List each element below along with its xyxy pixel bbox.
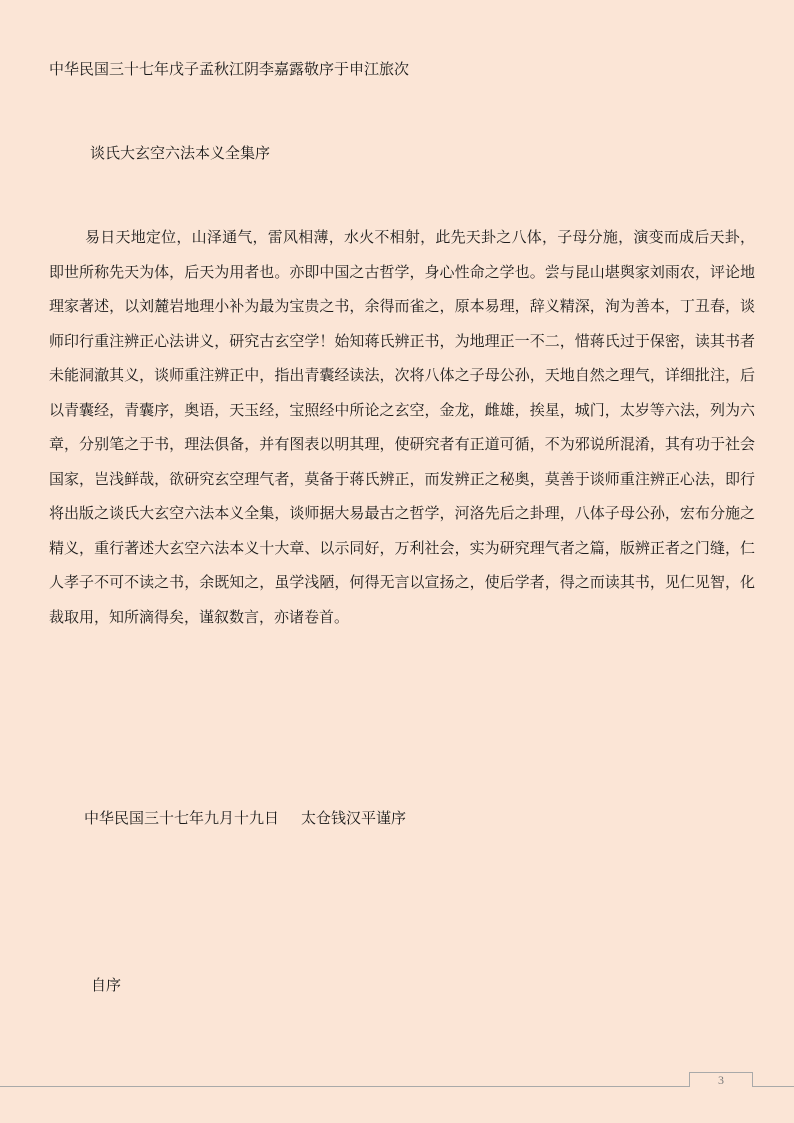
page-number: 3: [689, 1072, 753, 1087]
header-line: 中华民国三十七年戊子孟秋江阴李嘉露敬序于申江旅次: [49, 60, 410, 78]
signature-author: 太仓钱汉平谨序: [301, 809, 407, 827]
section-title: 谈氏大玄空六法本义全集序: [90, 144, 271, 162]
body-paragraph: 易日天地定位，山泽通气，雷风相薄，水火不相射，此先天卦之八体，子母分施，演变而成后天卦，即世所称先天为体，后天为用者也。亦即中国之古哲学，身心性命之学也。尝与昆山堪舆家刘雨农，评论地理家著述，以刘麓岩地理小补为最为宝贵之书，余得而雀之，原本易理，辞义精深，洵为善本，丁丑春，谈师印行重注辨正心法讲义，研究古玄空学！始知蒋氏辨正书，为地理正一不二，惜蒋氏过于保密，读其书者未能洞澈其义，谈师重注辨正中，指出青囊经读法，次将八体之子母公孙，天地自然之理气，详细批注，后以青囊经，青囊序，奥语，天玉经，宝照经中所论之玄空，金龙，雌雄，挨星，城门，太岁等六法，列为六章，分别笔之于书，理法俱备，并有图表以明其理，使研究者有正道可循，不为邪说所混淆，其有功于社会国家，岂浅鲜哉，欲研究玄空理气者，莫备于蒋氏辨正，而发辨正之秘奥，莫善于谈师重注辨正心法，即行将出版之谈氏大玄空六法本义全集，谈师据大易最古之哲学，河洛先后之卦理，八体子母公孙，宏布分施之精义，重行著述大玄空六法本义十大章、以示同好，万利社会，实为研究理气者之篇，版辨正者之门缝，仁人孝子不可不读之书，余既知之，虽学浅陋，何得无言以宣扬之，使后学者，得之而读其书，见仁见智，化裁取用，知所滴得矣，谨叙数言，亦诸卷首。: [49, 228, 755, 626]
next-section-title: 自序: [91, 976, 122, 994]
footer-rule-right: [752, 1086, 794, 1087]
signature-line: [84, 808, 406, 828]
footer-rule: [0, 1086, 689, 1087]
signature-date: 中华民国三十七年九月十九日: [84, 809, 280, 827]
